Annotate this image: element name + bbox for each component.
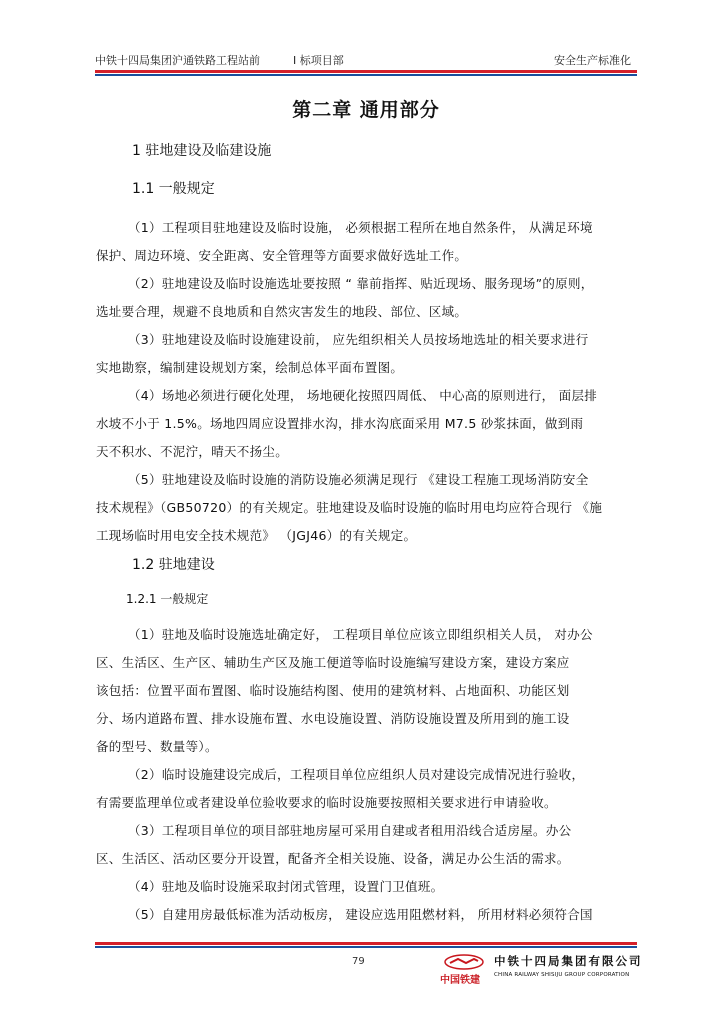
paragraph-line: 选址要合理，规避不良地质和自然灾害发生的地段、部位、区域。 [96, 304, 468, 319]
section-heading-1-2-1: 1.2.1 一般规定 [126, 592, 209, 606]
paragraph [96, 761, 636, 817]
paragraph [96, 214, 636, 270]
paragraph [96, 466, 636, 550]
header-rule-red [95, 70, 637, 73]
paragraph-line: （3）工程项目单位的项目部驻地房屋可采用自建或者租用沿线合适房屋。办公 [128, 823, 572, 838]
paragraph [96, 270, 636, 326]
paragraph-line: 工现场临时用电安全技术规范》 （JGJ46）的有关规定。 [96, 528, 417, 543]
paragraph-line: 天不积水、不泥泞，晴天不扬尘。 [96, 444, 289, 459]
paragraph [96, 382, 636, 466]
paragraph-line: （5）驻地建设及临时设施的消防设施必须满足现行 《建设工程施工现场消防安全 [128, 472, 589, 487]
paragraph-line: （4）场地必须进行硬化处理， 场地硬化按照四周低、 中心高的原则进行， 面层排 [128, 388, 598, 403]
company-name-cn: 中铁十四局集团有限公司 [494, 954, 643, 968]
paragraph [96, 901, 636, 929]
paragraph-line: 分、场内道路布置、排水设施布置、水电设施设置、消防设施设置及所用到的施工设 [96, 711, 570, 726]
header-department: Ⅰ 标项目部 [293, 54, 344, 67]
paragraph-line: 技术规程》（GB50720）的有关规定。驻地建设及临时设施的临时用电均应符合现行 《施 [96, 500, 603, 515]
header-category: 安全生产标准化 [554, 54, 631, 67]
paragraph-line: 水坡不小于 1.5%。场地四周应设置排水沟，排水沟底面采用 M7.5 砂浆抹面，做到雨 [96, 416, 584, 431]
paragraph [96, 817, 636, 873]
company-mark [494, 953, 643, 978]
paragraph [96, 873, 636, 901]
paragraph-line: 保护、周边环境、安全距离、安全管理等方面要求做好选址工作。 [96, 248, 468, 263]
paragraphs-1-2-1 [96, 621, 636, 929]
page-number: 79 [352, 956, 365, 967]
paragraph-line: 区、生活区、生产区、辅助生产区及施工便道等临时设施编写建设方案，建设方案应 [96, 655, 570, 670]
section-heading-1: 1 驻地建设及临建设施 [132, 143, 272, 159]
paragraph-line: （4）驻地及临时设施采取封闭式管理，设置门卫值班。 [128, 879, 444, 894]
paragraph-line: （1）驻地及临时设施选址确定好， 工程项目单位应该立即组织相关人员， 对办公 [128, 627, 593, 642]
crcc-logo [438, 954, 492, 984]
footer-rule-blue [95, 946, 637, 948]
paragraph-line: （3）驻地建设及临时设施建设前， 应先组织相关人员按场地选址的相关要求进行 [128, 332, 589, 347]
chapter-title: 第二章 通用部分 [292, 99, 440, 121]
paragraph-line: 备的型号、数量等）。 [96, 739, 218, 754]
paragraphs-1-1 [96, 214, 636, 550]
paragraph-line: 有需要监理单位或者建设单位验收要求的临时设施要按照相关要求进行申请验收。 [96, 795, 557, 810]
crcc-logo-text: 中国铁建 [440, 975, 480, 986]
paragraph-line: （5）自建用房最低标准为活动板房， 建设应选用阻燃材料， 所用材料必须符合国 [128, 907, 593, 922]
crcc-logo-icon [444, 954, 484, 970]
section-heading-1-2: 1.2 驻地建设 [132, 557, 215, 573]
section-heading-1-1: 1.1 一般规定 [132, 181, 215, 197]
page-header [95, 52, 631, 70]
paragraph-line: （1）工程项目驻地建设及临时设施， 必须根据工程所在地自然条件， 从满足环境 [128, 220, 593, 235]
header-rule-blue [95, 74, 637, 76]
paragraph [96, 326, 636, 382]
footer-rule-red [95, 942, 637, 945]
paragraph-line: 实地勘察，编制建设规划方案，绘制总体平面布置图。 [96, 360, 404, 375]
document-body [96, 95, 636, 929]
paragraph-line: 区、生活区、活动区要分开设置，配备齐全相关设施、设备，满足办公生活的需求。 [96, 851, 570, 866]
company-name-en: CHINA RAILWAY SHISIJU GROUP CORPORATION [494, 972, 630, 978]
paragraph-line: （2）驻地建设及临时设施选址要按照 “ 靠前指挥、贴近现场、服务现场”的原则， [128, 276, 594, 291]
paragraph [96, 621, 636, 761]
paragraph-line: （2）临时设施建设完成后，工程项目单位应组织人员对建设完成情况进行验收， [128, 767, 585, 782]
paragraph-line: 该包括：位置平面布置图、临时设施结构图、使用的建筑材料、占地面积、功能区划 [96, 683, 570, 698]
header-project-name: 中铁十四局集团沪通铁路工程站前 [95, 54, 260, 67]
